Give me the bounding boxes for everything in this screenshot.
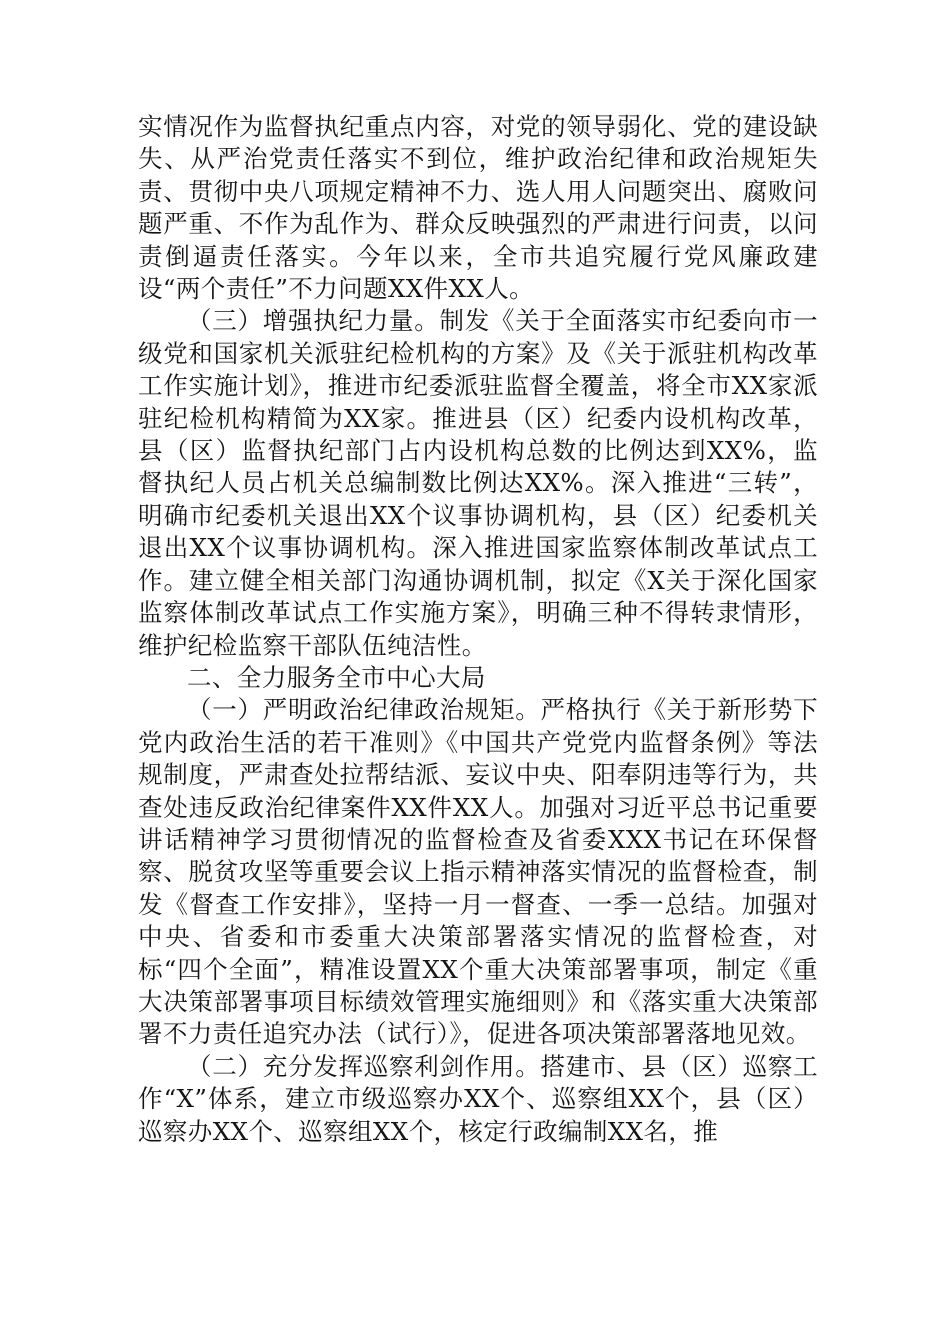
paragraph-political-discipline: （一）严明政治纪律政治规矩。严格执行《关于新形势下党内政治生活的若干准则》《中国共产党党内监督条例》等法规制度，严肃查处拉帮结派、妄议中央、阳奉阴违等行为，共查处违反政治纪律案件XX件XX人。加强对习近平总书记重要讲话精神学习贯彻情况的监督检查及省委XXX书记在环保督察、脱贫攻坚等重要会议上指示精神落实情况的监督检查，制发《督查工作安排》，坚持一月一督查、一季一总结。加强对中央、省委和市委重大决策部署落实情况的监督检查，对标“四个全面”，精准设置XX个重大决策部署事项，制定《重大决策部署事项目标绩效管理实施细则》和《落实重大决策部署不力责任追究办法（试行）》，促进各项决策部署落地见效。	[138, 695, 818, 1049]
paragraph-discipline-force: （三）增强执纪力量。制发《关于全面落实市纪委向市一级党和国家机关派驻纪检机构的方案》及《关于派驻机构改革工作实施计划》，推进市纪委派驻监督全覆盖，将全市XX家派驻纪检机构精简为XX家。推进县（区）纪委内设机构改革，县（区）监督执纪部门占内设机构总数的比例达到XX%，监督执纪人员占机关总编制数比例达XX%。深入推进“三转”，明确市纪委机关退出XX个议事协调机构，县（区）纪委机关退出XX个议事协调机构。深入推进国家监察体制改革试点工作。建立健全相关部门沟通协调机制，拟定《X关于深化国家监察体制改革试点工作实施方案》，明确三种不得转隶情形，维护纪检监察干部队伍纯洁性。	[138, 306, 818, 660]
section-heading-two: 二、全力服务全市中心大局	[187, 662, 486, 692]
paragraph-inspection: （二）充分发挥巡察利剑作用。搭建市、县（区）巡察工作“X”体系，建立市级巡察办XX个、巡察组XX个，县（区）巡察办XX个、巡察组XX个，核定行政编制XX名，推	[138, 1051, 818, 1146]
paragraph-continuation: 实情况作为监督执纪重点内容，对党的领导弱化、党的建设缺失、从严治党责任落实不到位，维护政治纪律和政治规矩失责、贯彻中央八项规定精神不力、选人用人问题突出、腐败问题严重、不作为乱作为、群众反映强烈的严肃进行问责，以问责倒逼责任落实。今年以来，全市共追究履行党风廉政建设“两个责任”不力问题XX件XX人。	[138, 112, 818, 304]
document-body	[138, 111, 818, 1148]
